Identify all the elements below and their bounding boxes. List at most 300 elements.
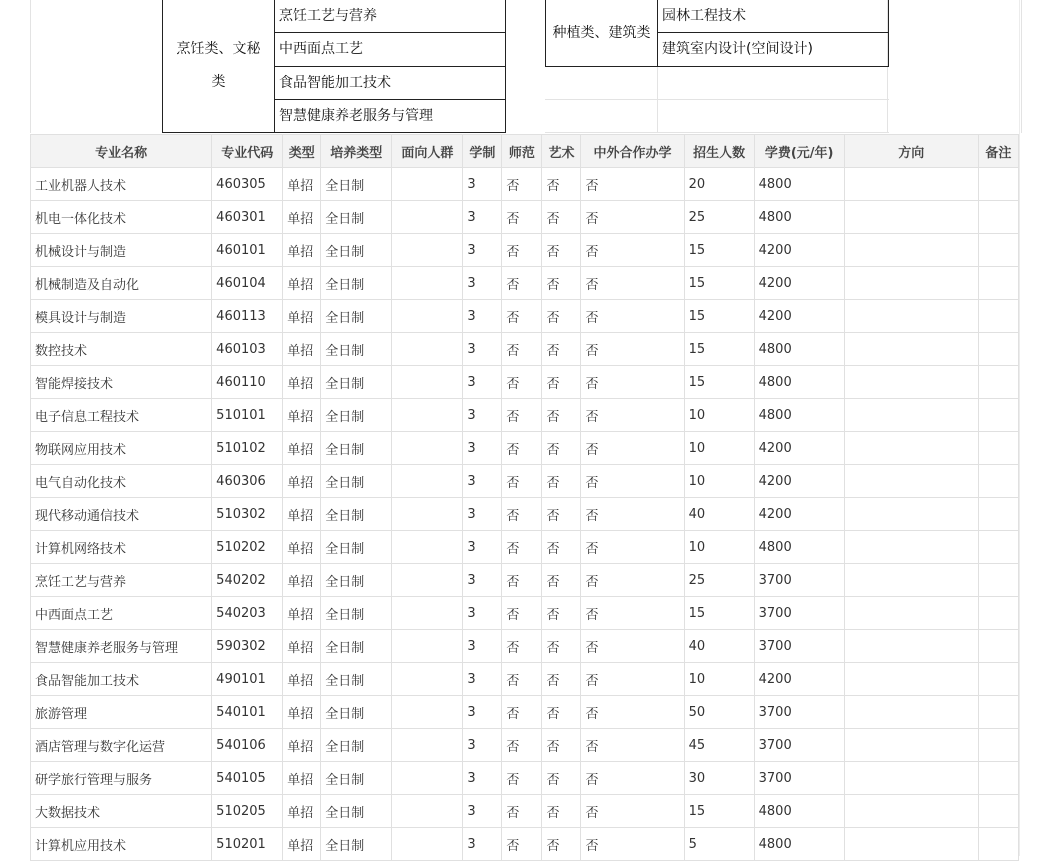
table-row [31,399,1019,432]
table-row [31,696,1019,729]
category-item: 食品智能加工技术 [274,66,506,100]
cell-type: 单招 [283,399,321,432]
cell-coop: 否 [581,201,684,234]
cell-note [978,597,1018,630]
cell-fee: 4800 [754,828,844,861]
cell-code: 540106 [212,729,283,762]
table-row [31,564,1019,597]
cell-normal: 否 [502,663,542,696]
cell-name: 研学旅行管理与服务 [31,762,212,795]
cell-audience [392,366,463,399]
cell-years: 3 [463,300,502,333]
table-header-row [31,135,1019,168]
cell-fee: 3700 [754,597,844,630]
cell-code: 460104 [212,267,283,300]
table-row [31,465,1019,498]
cell-name: 模具设计与制造 [31,300,212,333]
cell-mode: 全日制 [321,597,392,630]
cell-name: 旅游管理 [31,696,212,729]
header-col-normal: 师范 [502,135,542,168]
cell-art: 否 [542,597,581,630]
cell-normal: 否 [502,630,542,663]
cell-quota: 10 [684,465,754,498]
cell-direction [844,201,978,234]
cell-fee: 4200 [754,498,844,531]
cell-mode: 全日制 [321,267,392,300]
cell-name: 计算机网络技术 [31,531,212,564]
cell-art: 否 [542,531,581,564]
cell-direction [844,465,978,498]
cell-note [978,729,1018,762]
cell-mode: 全日制 [321,366,392,399]
cell-fee: 3700 [754,564,844,597]
cell-mode: 全日制 [321,531,392,564]
page-edge [1019,0,1020,856]
enrollment-table [30,134,1019,861]
cell-audience [392,630,463,663]
cell-years: 3 [463,564,502,597]
cell-type: 单招 [283,795,321,828]
cell-note [978,498,1018,531]
cell-art: 否 [542,267,581,300]
cell-years: 3 [463,663,502,696]
cell-audience [392,531,463,564]
cell-quota: 40 [684,498,754,531]
cell-audience [392,333,463,366]
cell-mode: 全日制 [321,498,392,531]
cell-type: 单招 [283,267,321,300]
table-row [31,597,1019,630]
cell-audience [392,564,463,597]
cell-quota: 15 [684,366,754,399]
table-row [31,762,1019,795]
cell-audience [392,399,463,432]
cell-type: 单招 [283,300,321,333]
cell-quota: 5 [684,828,754,861]
cell-direction [844,597,978,630]
cell-name: 机电一体化技术 [31,201,212,234]
cell-name: 物联网应用技术 [31,432,212,465]
table-row [31,729,1019,762]
cell-note [978,663,1018,696]
cell-type: 单招 [283,597,321,630]
header-col-code: 专业代码 [212,135,283,168]
cell-note [978,234,1018,267]
cell-type: 单招 [283,762,321,795]
cell-quota: 45 [684,729,754,762]
cell-code: 510202 [212,531,283,564]
cell-normal: 否 [502,333,542,366]
cell-art: 否 [542,663,581,696]
cell-audience [392,696,463,729]
cell-fee: 4200 [754,234,844,267]
cell-mode: 全日制 [321,729,392,762]
cell-art: 否 [542,432,581,465]
table-row [31,333,1019,366]
cell-audience [392,300,463,333]
cell-audience [392,498,463,531]
cell-coop: 否 [581,300,684,333]
category-item: 园林工程技术 [657,0,889,33]
cell-name: 机械设计与制造 [31,234,212,267]
cell-audience [392,234,463,267]
table-row [31,630,1019,663]
cell-code: 460110 [212,366,283,399]
cell-type: 单招 [283,696,321,729]
cell-years: 3 [463,729,502,762]
cell-note [978,201,1018,234]
cell-audience [392,762,463,795]
cell-years: 3 [463,630,502,663]
cell-direction [844,696,978,729]
empty-cell [545,66,889,100]
cell-audience [392,168,463,201]
cell-mode: 全日制 [321,432,392,465]
cell-years: 3 [463,399,502,432]
cell-mode: 全日制 [321,399,392,432]
cell-coop: 否 [581,663,684,696]
cell-quota: 50 [684,696,754,729]
table-row [31,498,1019,531]
cell-normal: 否 [502,465,542,498]
cell-art: 否 [542,729,581,762]
cell-direction [844,729,978,762]
cell-fee: 4800 [754,333,844,366]
cell-code: 540101 [212,696,283,729]
cell-direction [844,762,978,795]
cell-fee: 4200 [754,300,844,333]
cell-art: 否 [542,300,581,333]
cell-code: 540203 [212,597,283,630]
cell-mode: 全日制 [321,168,392,201]
cell-mode: 全日制 [321,828,392,861]
cell-direction [844,234,978,267]
cell-note [978,267,1018,300]
cell-art: 否 [542,795,581,828]
cell-quota: 15 [684,234,754,267]
cell-type: 单招 [283,498,321,531]
cell-coop: 否 [581,729,684,762]
cell-code: 510205 [212,795,283,828]
cell-normal: 否 [502,597,542,630]
cell-normal: 否 [502,795,542,828]
cell-code: 460305 [212,168,283,201]
cell-type: 单招 [283,168,321,201]
cell-years: 3 [463,432,502,465]
table-body [31,168,1019,861]
cell-direction [844,267,978,300]
cell-fee: 4200 [754,663,844,696]
cell-type: 单招 [283,828,321,861]
cell-quota: 10 [684,399,754,432]
cell-mode: 全日制 [321,465,392,498]
cell-years: 3 [463,795,502,828]
cell-type: 单招 [283,663,321,696]
category-group-label-right: 种植类、建筑类 [545,0,658,67]
cell-quota: 25 [684,201,754,234]
cell-mode: 全日制 [321,795,392,828]
cell-fee: 4800 [754,201,844,234]
cell-years: 3 [463,333,502,366]
cell-coop: 否 [581,531,684,564]
cell-direction [844,168,978,201]
cell-normal: 否 [502,498,542,531]
category-table [30,0,1022,133]
cell-art: 否 [542,828,581,861]
cell-art: 否 [542,498,581,531]
cell-quota: 15 [684,300,754,333]
cell-fee: 4800 [754,168,844,201]
category-item: 中西面点工艺 [274,32,506,67]
table-row [31,168,1019,201]
cell-normal: 否 [502,828,542,861]
cell-normal: 否 [502,564,542,597]
cell-code: 540202 [212,564,283,597]
cell-code: 510201 [212,828,283,861]
cell-audience [392,201,463,234]
cell-years: 3 [463,696,502,729]
cell-name: 机械制造及自动化 [31,267,212,300]
cell-code: 490101 [212,663,283,696]
table-row [31,663,1019,696]
cell-direction [844,366,978,399]
cell-quota: 20 [684,168,754,201]
header-col-direction: 方向 [844,135,978,168]
cell-quota: 40 [684,630,754,663]
cell-note [978,630,1018,663]
cell-mode: 全日制 [321,663,392,696]
cell-normal: 否 [502,168,542,201]
cell-type: 单招 [283,201,321,234]
cell-type: 单招 [283,729,321,762]
cell-note [978,795,1018,828]
cell-art: 否 [542,564,581,597]
cell-years: 3 [463,498,502,531]
cell-normal: 否 [502,729,542,762]
cell-fee: 4800 [754,795,844,828]
table-row [31,201,1019,234]
cell-quota: 10 [684,432,754,465]
cell-quota: 15 [684,333,754,366]
cell-fee: 4800 [754,366,844,399]
cell-normal: 否 [502,762,542,795]
cell-code: 460101 [212,234,283,267]
table-row [31,267,1019,300]
cell-name: 酒店管理与数字化运营 [31,729,212,762]
cell-coop: 否 [581,630,684,663]
cell-years: 3 [463,828,502,861]
cell-code: 460113 [212,300,283,333]
cell-note [978,696,1018,729]
cell-type: 单招 [283,465,321,498]
cell-direction [844,795,978,828]
cell-name: 智能焊接技术 [31,366,212,399]
cell-years: 3 [463,531,502,564]
header-col-mode: 培养类型 [321,135,392,168]
cell-direction [844,531,978,564]
cell-coop: 否 [581,795,684,828]
table-row [31,795,1019,828]
cell-type: 单招 [283,564,321,597]
cell-direction [844,564,978,597]
cell-quota: 15 [684,795,754,828]
cell-type: 单招 [283,234,321,267]
cell-fee: 3700 [754,729,844,762]
cell-direction [844,630,978,663]
cell-art: 否 [542,399,581,432]
cell-years: 3 [463,234,502,267]
header-col-note: 备注 [978,135,1018,168]
table-row [31,432,1019,465]
header-col-audience: 面向人群 [392,135,463,168]
cell-direction [844,399,978,432]
cell-type: 单招 [283,432,321,465]
cell-fee: 3700 [754,630,844,663]
cell-art: 否 [542,234,581,267]
cell-normal: 否 [502,234,542,267]
cell-years: 3 [463,762,502,795]
cell-mode: 全日制 [321,630,392,663]
cell-note [978,333,1018,366]
cell-name: 食品智能加工技术 [31,663,212,696]
category-group-label-left: 烹饪类、文秘类 [162,0,275,133]
cell-note [978,399,1018,432]
cell-quota: 10 [684,663,754,696]
cell-fee: 4200 [754,432,844,465]
cell-mode: 全日制 [321,696,392,729]
cell-direction [844,300,978,333]
cell-note [978,432,1018,465]
cell-coop: 否 [581,234,684,267]
cell-direction [844,432,978,465]
cell-coop: 否 [581,597,684,630]
cell-mode: 全日制 [321,201,392,234]
empty-cell [545,99,889,133]
cell-name: 现代移动通信技术 [31,498,212,531]
cell-years: 3 [463,597,502,630]
cell-fee: 4200 [754,267,844,300]
cell-years: 3 [463,201,502,234]
cell-code: 510101 [212,399,283,432]
cell-normal: 否 [502,696,542,729]
cell-name: 烹饪工艺与营养 [31,564,212,597]
cell-years: 3 [463,168,502,201]
cell-normal: 否 [502,201,542,234]
cell-audience [392,729,463,762]
cell-note [978,366,1018,399]
cell-name: 工业机器人技术 [31,168,212,201]
cell-coop: 否 [581,366,684,399]
cell-audience [392,267,463,300]
cell-art: 否 [542,762,581,795]
cell-coop: 否 [581,333,684,366]
table-row [31,300,1019,333]
cell-type: 单招 [283,333,321,366]
cell-direction [844,663,978,696]
header-col-name: 专业名称 [31,135,212,168]
cell-coop: 否 [581,432,684,465]
cell-note [978,762,1018,795]
cell-quota: 15 [684,597,754,630]
cell-art: 否 [542,168,581,201]
cell-mode: 全日制 [321,333,392,366]
cell-code: 460301 [212,201,283,234]
cell-audience [392,795,463,828]
cell-coop: 否 [581,828,684,861]
cell-coop: 否 [581,762,684,795]
cell-mode: 全日制 [321,762,392,795]
cell-code: 460306 [212,465,283,498]
cell-normal: 否 [502,267,542,300]
header-col-years: 学制 [463,135,502,168]
cell-code: 460103 [212,333,283,366]
cell-art: 否 [542,366,581,399]
cell-code: 510302 [212,498,283,531]
cell-type: 单招 [283,630,321,663]
cell-type: 单招 [283,531,321,564]
cell-art: 否 [542,333,581,366]
cell-quota: 10 [684,531,754,564]
cell-quota: 25 [684,564,754,597]
cell-normal: 否 [502,366,542,399]
header-col-art: 艺术 [542,135,581,168]
category-item: 建筑室内设计(空间设计) [657,32,889,67]
cell-fee: 3700 [754,696,844,729]
cell-name: 智慧健康养老服务与管理 [31,630,212,663]
cell-code: 590302 [212,630,283,663]
cell-fee: 4200 [754,465,844,498]
header-col-type: 类型 [283,135,321,168]
cell-mode: 全日制 [321,234,392,267]
cell-normal: 否 [502,432,542,465]
cell-name: 大数据技术 [31,795,212,828]
cell-direction [844,498,978,531]
header-col-coop: 中外合作办学 [581,135,684,168]
cell-note [978,531,1018,564]
cell-coop: 否 [581,498,684,531]
cell-years: 3 [463,267,502,300]
cell-code: 540105 [212,762,283,795]
cell-fee: 4800 [754,531,844,564]
cell-years: 3 [463,465,502,498]
cell-note [978,300,1018,333]
cell-audience [392,663,463,696]
cell-mode: 全日制 [321,564,392,597]
cell-note [978,465,1018,498]
cell-name: 电气自动化技术 [31,465,212,498]
cell-art: 否 [542,201,581,234]
cell-direction [844,333,978,366]
cell-note [978,168,1018,201]
cell-art: 否 [542,465,581,498]
header-col-quota: 招生人数 [684,135,754,168]
cell-quota: 30 [684,762,754,795]
cell-audience [392,597,463,630]
cell-fee: 3700 [754,762,844,795]
cell-coop: 否 [581,168,684,201]
cell-name: 计算机应用技术 [31,828,212,861]
cell-normal: 否 [502,531,542,564]
cell-code: 510102 [212,432,283,465]
cell-name: 数控技术 [31,333,212,366]
cell-name: 电子信息工程技术 [31,399,212,432]
cell-coop: 否 [581,564,684,597]
table-row [31,366,1019,399]
cell-coop: 否 [581,696,684,729]
cell-coop: 否 [581,399,684,432]
cell-mode: 全日制 [321,300,392,333]
cell-type: 单招 [283,366,321,399]
